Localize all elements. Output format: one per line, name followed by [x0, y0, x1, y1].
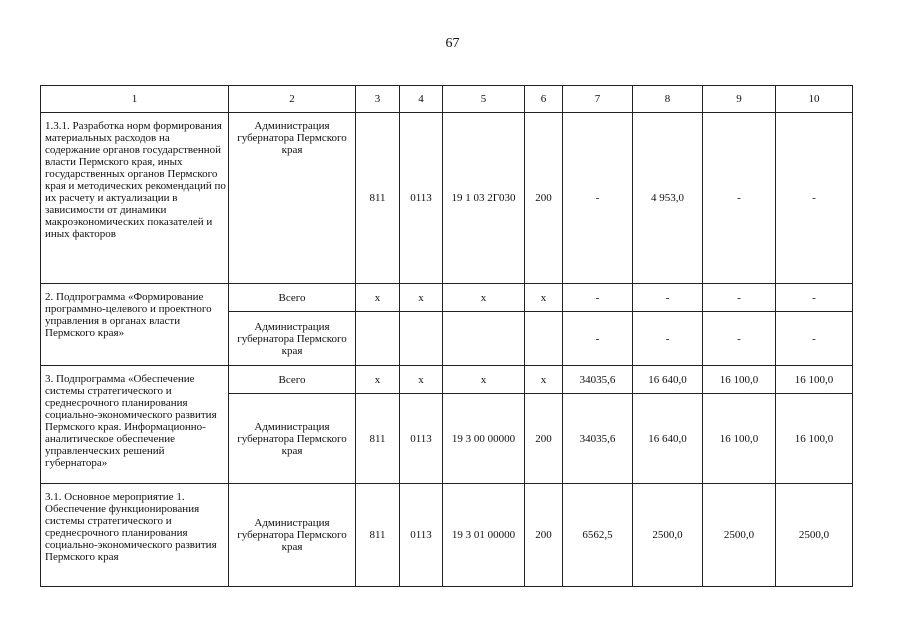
- table-cell: -: [776, 312, 853, 366]
- table-cell: 200: [525, 113, 563, 284]
- table-cell: [400, 312, 443, 366]
- table-cell: 16 100,0: [776, 394, 853, 484]
- header-cell: 8: [633, 86, 703, 113]
- row-description: 1.3.1. Разработка норм формирования материальных расходов на содержание органов государственной власти Пермского края, иных государственных органов Пермского края и методических рекомендаций по их расчету и актуализации в зависимости от динамики макроэкономических показателей и иных факторов: [41, 113, 229, 284]
- table-row: [41, 366, 853, 394]
- table-cell: 0113: [400, 394, 443, 484]
- table-cell: 19 1 03 2Г030: [443, 113, 525, 284]
- table-cell: 16 100,0: [703, 394, 776, 484]
- table-row: [41, 484, 853, 587]
- table-cell: 34035,6: [563, 366, 633, 394]
- table-cell: 16 640,0: [633, 366, 703, 394]
- table-header-row: [41, 86, 853, 113]
- table-cell: 6562,5: [563, 484, 633, 587]
- header-cell: 4: [400, 86, 443, 113]
- table-cell: -: [563, 113, 633, 284]
- row-description: 3. Подпрограмма «Обеспечение системы стратегического и среднесрочного планирования социально-экономического развития Пермского края. Информационно-аналитическое обеспечение управленческих решений губернатора»: [41, 366, 229, 484]
- row-executor: Администрация губернатора Пермского края: [229, 484, 356, 587]
- header-cell: 10: [776, 86, 853, 113]
- table-cell: -: [563, 284, 633, 312]
- table-cell: х: [443, 284, 525, 312]
- row-executor: Всего: [229, 284, 356, 312]
- table-cell: 200: [525, 484, 563, 587]
- table-row: [41, 113, 853, 284]
- table-cell: 0113: [400, 484, 443, 587]
- header-cell: 5: [443, 86, 525, 113]
- table-cell: -: [563, 312, 633, 366]
- table-cell: х: [400, 284, 443, 312]
- table-cell: х: [356, 284, 400, 312]
- table-cell: [525, 312, 563, 366]
- table-cell: [443, 312, 525, 366]
- header-cell: 6: [525, 86, 563, 113]
- table-cell: -: [633, 284, 703, 312]
- table-cell: [356, 312, 400, 366]
- header-cell: 2: [229, 86, 356, 113]
- table-cell: 19 3 00 00000: [443, 394, 525, 484]
- table-cell: х: [525, 366, 563, 394]
- table-cell: -: [633, 312, 703, 366]
- row-executor: Всего: [229, 366, 356, 394]
- table-cell: 16 100,0: [703, 366, 776, 394]
- header-cell: 3: [356, 86, 400, 113]
- budget-table: [40, 85, 853, 587]
- table-cell: 811: [356, 394, 400, 484]
- page-number: 67: [445, 36, 460, 51]
- table-cell: 811: [356, 484, 400, 587]
- table-cell: 0113: [400, 113, 443, 284]
- table-cell: 2500,0: [776, 484, 853, 587]
- table-row: [41, 284, 853, 312]
- table-cell: х: [356, 366, 400, 394]
- table-cell: 19 3 01 00000: [443, 484, 525, 587]
- table-cell: 4 953,0: [633, 113, 703, 284]
- table-cell: х: [443, 366, 525, 394]
- header-cell: 9: [703, 86, 776, 113]
- table-cell: -: [703, 284, 776, 312]
- table-cell: -: [776, 113, 853, 284]
- table-cell: х: [400, 366, 443, 394]
- table-cell: 200: [525, 394, 563, 484]
- table-cell: 2500,0: [703, 484, 776, 587]
- table-cell: 16 100,0: [776, 366, 853, 394]
- table-cell: -: [776, 284, 853, 312]
- table-cell: 34035,6: [563, 394, 633, 484]
- header-cell: 1: [41, 86, 229, 113]
- table-cell: 16 640,0: [633, 394, 703, 484]
- row-description: 3.1. Основное мероприятие 1. Обеспечение функционирования системы стратегического и среднесрочного планирования социально-экономического развития Пермского края: [41, 484, 229, 587]
- row-description: 2. Подпрограмма «Формирование программно-целевого и проектного управления в органах власти Пермского края»: [41, 284, 229, 366]
- row-executor: Администрация губернатора Пермского края: [229, 113, 356, 284]
- row-executor: Администрация губернатора Пермского края: [229, 312, 356, 366]
- table-cell: 2500,0: [633, 484, 703, 587]
- table-cell: 811: [356, 113, 400, 284]
- table-cell: х: [525, 284, 563, 312]
- table-cell: -: [703, 312, 776, 366]
- header-cell: 7: [563, 86, 633, 113]
- row-executor: Администрация губернатора Пермского края: [229, 394, 356, 484]
- table-cell: -: [703, 113, 776, 284]
